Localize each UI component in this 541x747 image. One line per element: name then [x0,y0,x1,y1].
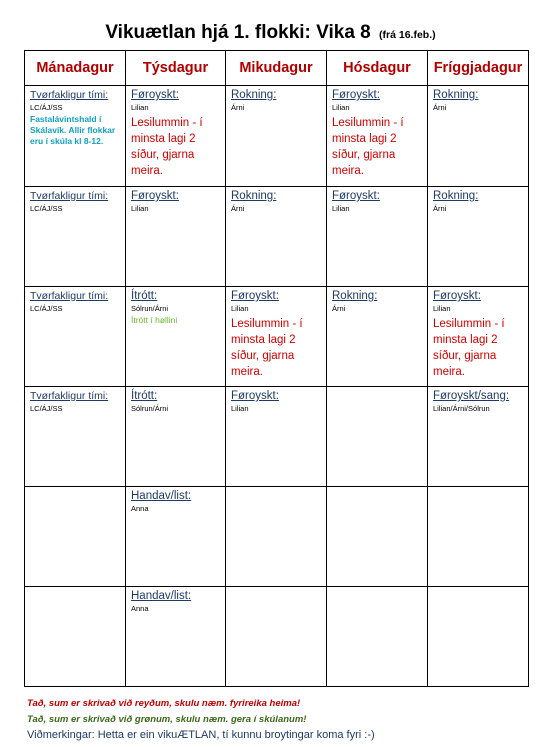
subject-label: Rokning: [433,190,479,202]
green-note: Tað, sum er skrivað við grønum, skulu næm. gera í skúlanum! [27,714,307,725]
schedule-cell [25,587,126,687]
schedule-cell [25,487,126,587]
day-header: Hósdagur [327,51,428,86]
page-title [0,22,541,44]
teacher-name: Sólrun/Árni [131,404,169,413]
teacher-name: Lilian/Árni/Sólrun [433,404,490,413]
homework-task: Lesilummin - í minsta lagi 2 síður, gjarna meira. [433,318,505,378]
day-header: Mikudagur [226,51,327,86]
schedule-cell [327,587,428,687]
subject-label: Ítrótt: [131,290,158,302]
title-sub: (frá 16.feb.) [379,29,436,41]
subject-label: Føroyskt: [332,89,380,101]
schedule-cell [226,187,327,287]
teacher-name: Árni [231,204,245,213]
schedule-cell [126,587,226,687]
schedule-cell [126,487,226,587]
red-note: Tað, sum er skrivað við reyðum, skulu næm. fyrireika heima! [27,698,301,709]
subject-label: Rokning: [433,89,479,101]
subject-label: Rokning: [231,190,277,202]
subject-label: Handav/list: [131,590,192,602]
subject-label: Handav/list: [131,490,192,502]
teacher-name: Anna [131,604,149,613]
subject-label: Rokning: [231,89,277,101]
schedule-row [25,587,529,687]
day-header: Týsdagur [126,51,226,86]
teacher-name: LC/ÁJ/SS [30,103,63,112]
subject-label: Ítrótt: [131,390,158,402]
schedule-row [25,387,529,487]
teacher-name: Sólrun/Árni [131,304,169,313]
schedule-cell [428,86,529,187]
teacher-name: Árni [433,204,447,213]
homework-task: Lesilummin - í minsta lagi 2 síður, gjarna meira. [131,117,203,177]
subject-label: Føroyskt: [231,390,279,402]
schedule-cell [226,86,327,187]
subject-label: Føroyskt: [131,89,179,101]
subject-label: Tvørfakligur tími: [30,390,109,402]
day-header: Fríggjadagur [428,51,529,86]
schedule-cell [327,86,428,187]
subject-label: Føroyskt: [131,190,179,202]
teacher-name: LC/ÁJ/SS [30,204,63,213]
schedule-cell [327,487,428,587]
homework-task: Lesilummin - í minsta lagi 2 síður, gjarna meira. [332,117,404,177]
schedule-cell [327,187,428,287]
teacher-name: Anna [131,504,149,513]
schedule-cell [428,387,529,487]
schedule-cell [126,287,226,387]
teacher-name: LC/ÁJ/SS [30,304,63,313]
schedule-cell [126,387,226,487]
schedule-cell [226,487,327,587]
schedule-cell [126,86,226,187]
subject-label: Føroyskt: [433,290,481,302]
title-main: Vikuætlan hjá 1. flokki: Vika 8 [105,22,371,43]
teacher-name: Lilian [433,304,451,313]
schedule-cell [428,587,529,687]
teacher-name: Lilian [231,404,249,413]
day-header-row [25,51,529,86]
schedule-cell [25,287,126,387]
teacher-name: Árni [231,103,245,112]
teacher-name: Lilian [131,204,149,213]
schedule-table [24,50,529,687]
schedule-row [25,187,529,287]
schedule-cell [25,187,126,287]
teacher-name: Lilian [332,103,350,112]
schedule-cell [25,387,126,487]
schedule-cell [327,287,428,387]
school-note: Fastalávintshald í Skálavík. Allir flokkar eru í skúla kl 8-12. [30,114,116,146]
subject-label: Rokning: [332,290,378,302]
teacher-name: Árni [332,304,346,313]
schedule-row [25,86,529,187]
schedule-cell [226,387,327,487]
teacher-name: LC/ÁJ/SS [30,404,63,413]
schedule-row [25,287,529,387]
teacher-name: Lilian [131,103,149,112]
schedule-cell [327,387,428,487]
schedule-cell [428,187,529,287]
schedule-cell [25,86,126,187]
homework-task: Lesilummin - í minsta lagi 2 síður, gjarna meira. [231,318,303,378]
schedule-cell [126,187,226,287]
schedule-body [25,86,529,687]
day-header: Mánadagur [25,51,126,86]
subject-label: Tvørfakligur tími: [30,290,109,302]
subject-label: Føroyskt: [332,190,380,202]
teacher-name: Lilian [332,204,350,213]
schedule-cell [226,587,327,687]
subject-label: Tvørfakligur tími: [30,89,109,101]
remarks: Viðmerkingar: Hetta er ein vikuÆTLAN, tí kunnu broytingar koma fyri :-) [27,729,375,741]
teacher-name: Árni [433,103,447,112]
in-school-task: Ítrótt í høllini [131,315,178,325]
schedule-cell [428,487,529,587]
subject-label: Føroyskt: [231,290,279,302]
teacher-name: Lilian [231,304,249,313]
schedule-cell [226,287,327,387]
schedule-row [25,487,529,587]
subject-label: Føroyskt/sang: [433,390,510,402]
subject-label: Tvørfakligur tími: [30,190,109,202]
schedule-cell [428,287,529,387]
